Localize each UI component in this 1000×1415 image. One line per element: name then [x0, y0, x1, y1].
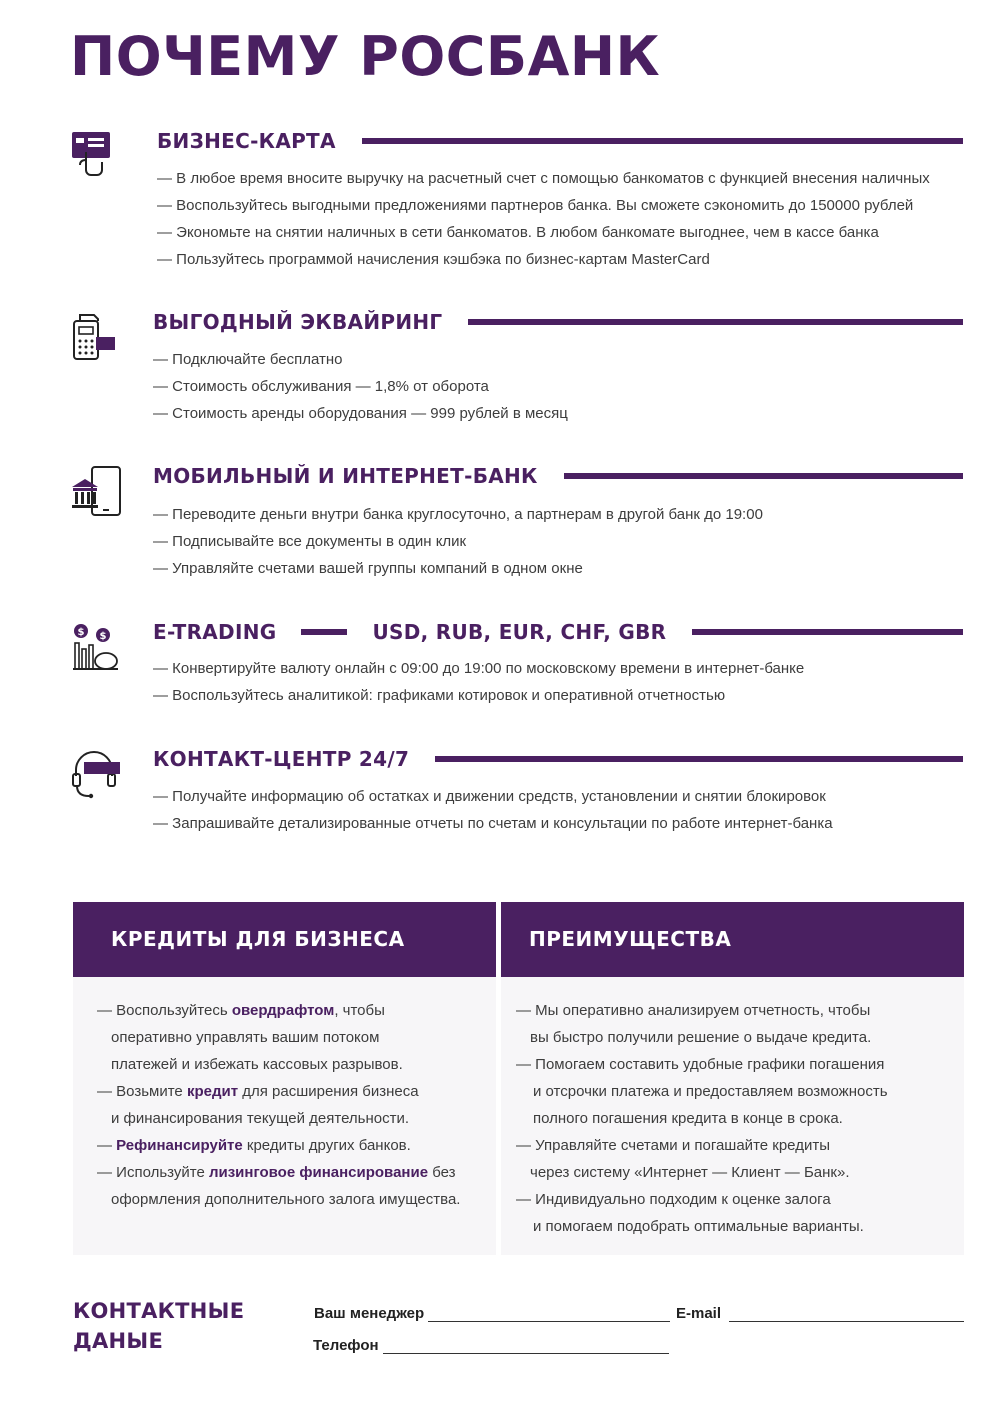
- list-item: — Управляйте счетами вашей группы компаний в одном окне: [153, 555, 763, 582]
- email-field[interactable]: [676, 1300, 964, 1322]
- advantages-line: полного погашения кредита в конце в срока.: [533, 1110, 843, 1127]
- svg-text:$: $: [77, 627, 85, 638]
- list-item: — В любое время вносите выручку на расчетный счет с помощью банкоматов с функцией внесения наличных: [157, 165, 930, 192]
- currency-list: USD, RUB, EUR, CHF, GBR: [372, 620, 667, 644]
- manager-input-line[interactable]: [428, 1306, 670, 1322]
- advantages-panel: [501, 902, 964, 1255]
- section-title: ВЫГОДНЫЙ ЭКВАЙРИНГ: [153, 310, 443, 334]
- section-title: МОБИЛЬНЫЙ И ИНТЕРНЕТ-БАНК: [153, 464, 538, 488]
- contacts-title: [73, 1296, 244, 1356]
- svg-text:$: $: [99, 631, 107, 642]
- phone-field[interactable]: [313, 1332, 669, 1354]
- divider: [564, 473, 963, 479]
- info-panels: [73, 902, 964, 1255]
- divider: [468, 319, 963, 325]
- list-item: — Подключайте бесплатно: [153, 346, 568, 373]
- list-item: — Получайте информацию об остатках и движении средств, установлении и снятии блокировок: [153, 783, 833, 810]
- list-item: — Экономьте на снятии наличных в сети банкоматов. В любом банкомате выгоднее, чем в кассе банка: [157, 219, 930, 246]
- credits-line: платежей и избежать кассовых разрывов.: [111, 1056, 403, 1073]
- email-input-line[interactable]: [729, 1306, 964, 1322]
- credits-title: КРЕДИТЫ ДЛЯ БИЗНЕСА: [73, 902, 496, 977]
- phone-input-line[interactable]: [383, 1338, 669, 1354]
- headset-icon: [70, 748, 122, 800]
- bullet-list: [153, 501, 763, 582]
- divider: [362, 138, 963, 144]
- contacts-title-line: ДАНЫЕ: [73, 1329, 164, 1353]
- list-item: — Запрашивайте детализированные отчеты по счетам и консультации по работе интернет-банка: [153, 810, 833, 837]
- credits-line: оперативно управлять вашим потоком: [111, 1029, 380, 1046]
- bullet-list: [157, 165, 930, 273]
- list-item: — Пользуйтесь программой начисления кэшбэка по бизнес-картам MasterCard: [157, 246, 930, 273]
- section-title: БИЗНЕС-КАРТА: [157, 129, 336, 153]
- advantages-line: вы быстро получили решение о выдаче кредита.: [530, 1029, 872, 1046]
- phone-label: Телефон: [313, 1337, 379, 1354]
- contacts-title-line: КОНТАКТНЫЕ: [73, 1299, 245, 1323]
- card-payment-icon: [70, 130, 122, 182]
- divider: [301, 629, 347, 635]
- advantages-line: — Помогаем составить удобные графики погашения: [516, 1056, 885, 1073]
- credits-line: и финансирования текущей деятельности.: [111, 1110, 410, 1127]
- advantages-line: и помогаем подобрать оптимальные варианты.: [533, 1218, 864, 1235]
- advantages-title: ПРЕИМУЩЕСТВА: [501, 902, 964, 977]
- page-title: ПОЧЕМУ РОСБАНК: [70, 25, 661, 88]
- list-item: — Воспользуйтесь выгодными предложениями партнеров банка. Вы сможете сэкономить до 150000 рублей: [157, 192, 930, 219]
- credits-item-overdraft: — Воспользуйтесь овердрафтом, чтобы: [97, 1002, 385, 1019]
- list-item: — Стоимость обслуживания — 1,8% от оборота: [153, 373, 568, 400]
- list-item: — Стоимость аренды оборудования — 999 рублей в месяц: [153, 400, 568, 427]
- advantages-line: — Управляйте счетами и погашайте кредиты: [516, 1137, 830, 1154]
- mobile-bank-icon: [70, 465, 122, 517]
- advantages-line: и отсрочки платежа и предоставляем возможность: [533, 1083, 888, 1100]
- credits-item-credit: — Возьмите кредит для расширения бизнеса: [97, 1083, 419, 1100]
- section-title: E-TRADING: [153, 620, 277, 644]
- list-item: — Переводите деньги внутри банка круглосуточно, а партнерам в другой банк до 19:00: [153, 501, 763, 528]
- credits-panel: [73, 902, 496, 1255]
- credits-line: оформления дополнительного залога имущества.: [111, 1191, 461, 1208]
- section-title: КОНТАКТ-ЦЕНТР 24/7: [153, 747, 410, 771]
- bullet-list: [153, 346, 568, 427]
- credits-item-refinance: — Рефинансируйте кредиты других банков.: [97, 1137, 411, 1154]
- bullet-list: [153, 783, 833, 837]
- divider: [692, 629, 963, 635]
- currency-trading-icon: [70, 621, 122, 673]
- manager-label: Ваш менеджер: [314, 1305, 425, 1322]
- pos-terminal-icon: [70, 311, 122, 363]
- list-item: — Подписывайте все документы в один клик: [153, 528, 763, 555]
- advantages-line: — Мы оперативно анализируем отчетность, чтобы: [516, 1002, 871, 1019]
- email-label: E-mail: [676, 1305, 722, 1322]
- list-item: — Воспользуйтесь аналитикой: графиками котировок и оперативной отчетностью: [153, 682, 804, 709]
- manager-field[interactable]: [314, 1300, 670, 1322]
- divider: [435, 756, 963, 762]
- advantages-line: — Индивидуально подходим к оценке залога: [516, 1191, 831, 1208]
- bullet-list: [153, 655, 804, 709]
- credits-item-leasing: — Используйте лизинговое финансирование без: [97, 1164, 456, 1181]
- advantages-line: через систему «Интернет — Клиент — Банк».: [530, 1164, 850, 1181]
- list-item: — Конвертируйте валюту онлайн с 09:00 до 19:00 по московскому времени в интернет-банке: [153, 655, 804, 682]
